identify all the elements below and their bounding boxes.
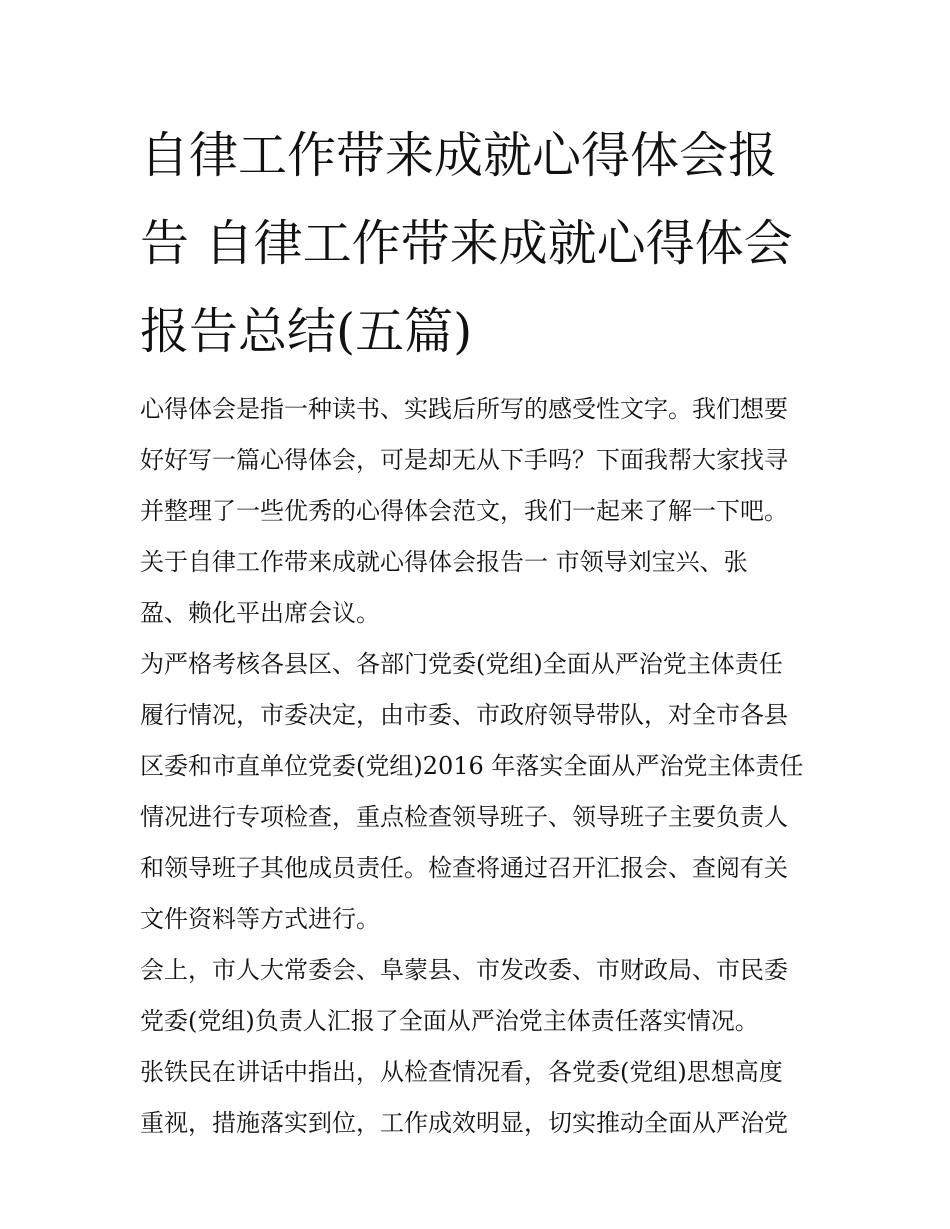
text-line: 党委(党组)负责人汇报了全面从严治党主体责任落实情况。 [140, 1007, 759, 1035]
text-line: 重视，措施落实到位，工作成效明显，切实推动全面从严治党 [140, 1109, 788, 1137]
document-title [140, 112, 816, 376]
document-page [140, 112, 816, 1149]
paragraph-meeting-report [140, 945, 816, 1047]
text-line: 心得体会是指一种读书、实践后所写的感受性文字。我们想要 [140, 395, 788, 423]
title-line: 告 自律工作带来成就心得体会 [140, 215, 793, 272]
text-line: 盈、赖化平出席会议。 [140, 599, 380, 627]
paragraph-intro [140, 384, 816, 639]
text-line: 并整理了一些优秀的心得体会范文，我们一起来了解一下吧。 [140, 497, 788, 525]
text-line: 为严格考核各县区、各部门党委(党组)全面从严治党主体责任 [140, 650, 783, 678]
paragraph-speech [140, 1047, 816, 1149]
paragraph-inspection [140, 639, 816, 945]
text-line: 履行情况，市委决定，由市委、市政府领导带队，对全市各县 [140, 701, 788, 729]
text-line: 情况进行专项检查，重点检查领导班子、领导班子主要负责人 [140, 803, 788, 831]
text-line: 和领导班子其他成员责任。检查将通过召开汇报会、查阅有关 [140, 854, 788, 882]
title-line: 报告总结(五篇) [140, 303, 473, 360]
text-line: 张铁民在讲话中指出，从检查情况看，各党委(党组)思想高度 [140, 1058, 783, 1086]
text-line: 区委和市直单位党委(党组)2016 年落实全面从严治党主体责任 [140, 752, 804, 780]
text-line: 会上，市人大常委会、阜蒙县、市发改委、市财政局、市民委 [140, 956, 788, 984]
title-line: 自律工作带来成就心得体会报 [140, 127, 778, 184]
text-line: 好好写一篇心得体会，可是却无从下手吗？下面我帮大家找寻 [140, 446, 788, 474]
text-line: 文件资料等方式进行。 [140, 905, 380, 933]
text-line: 关于自律工作带来成就心得体会报告一 市领导刘宝兴、张 [140, 548, 748, 576]
